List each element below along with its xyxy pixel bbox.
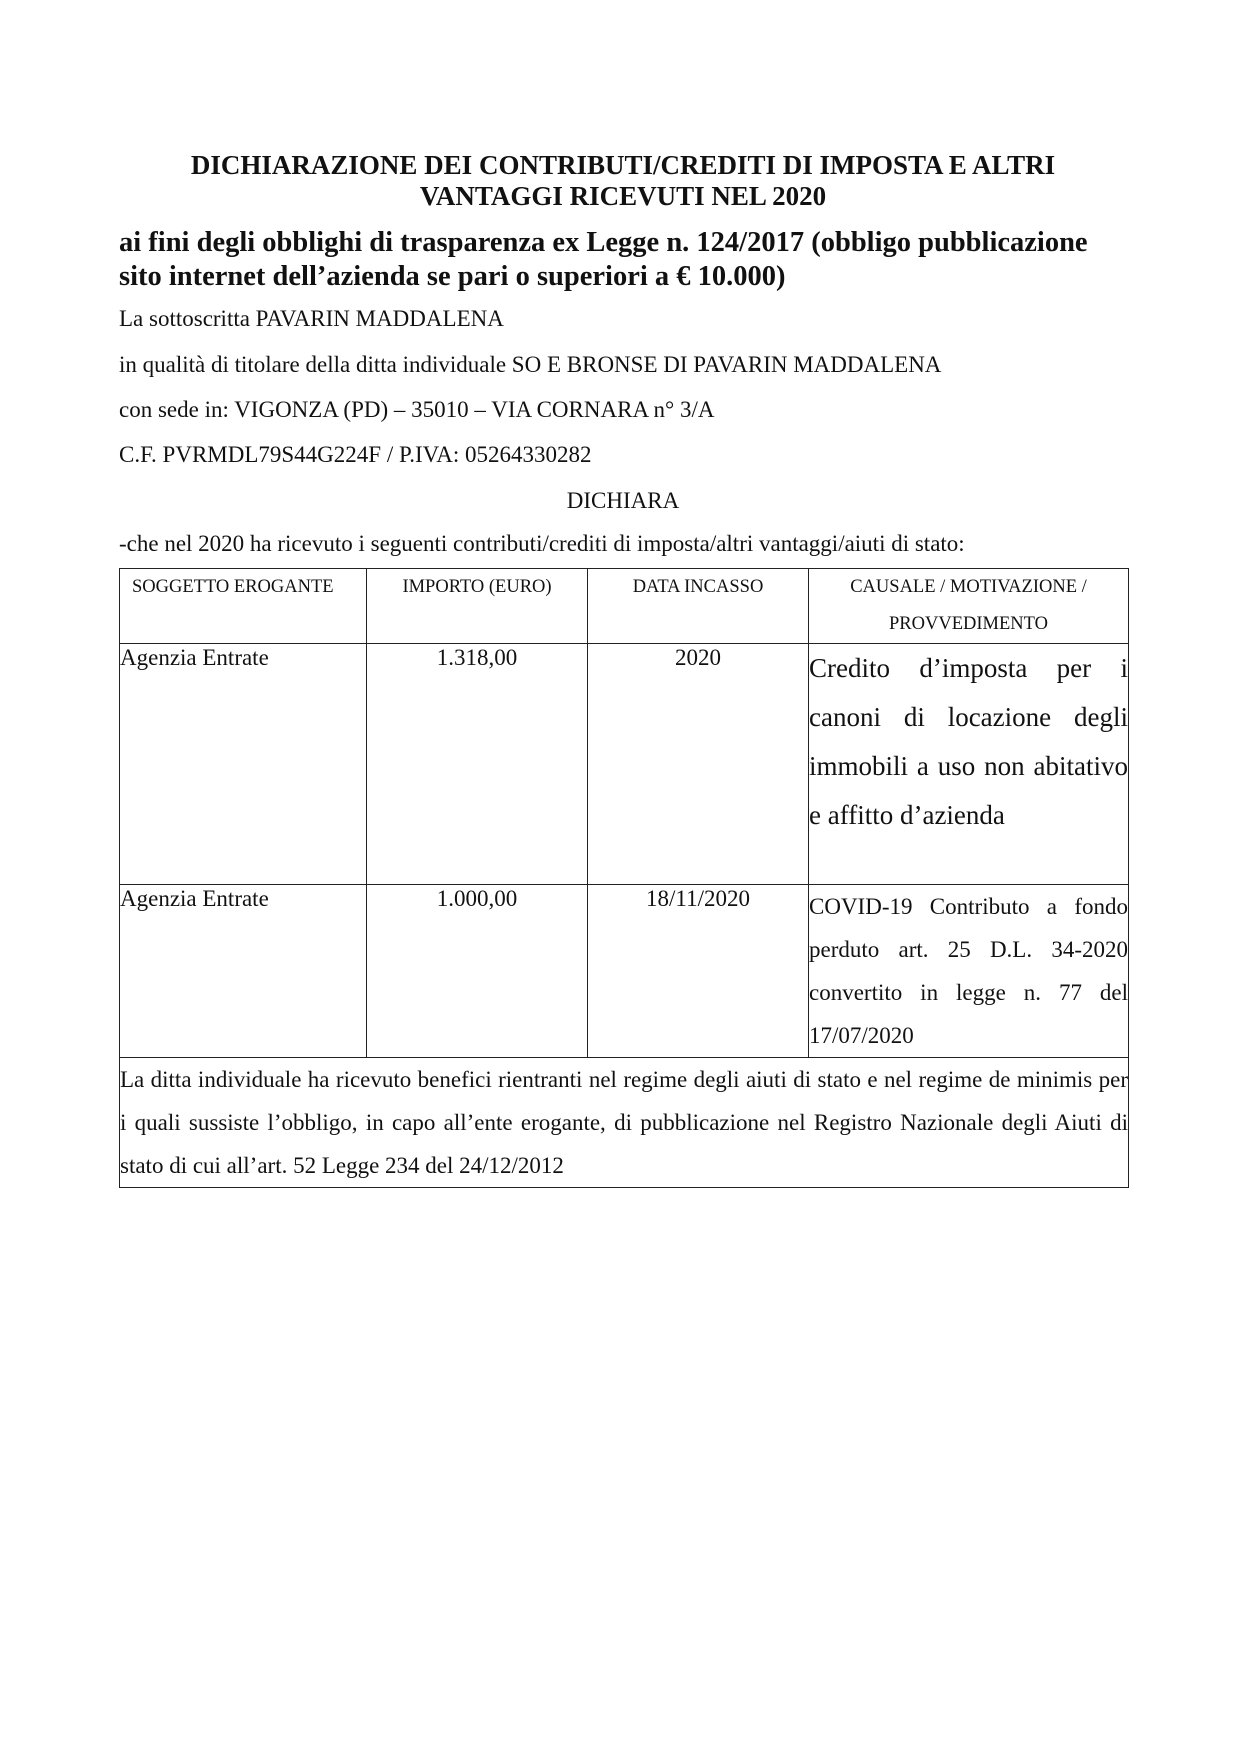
table-row	[120, 885, 1129, 1058]
row-2-reason: COVID-19 Contributo a fondo perduto art. 25 D.L. 34-2020 convertito in legge n. 77 del 17/07/2020	[809, 885, 1129, 1058]
row-1-grantor: Agenzia Entrate	[120, 644, 367, 885]
table-row	[120, 644, 1129, 885]
header-amount: IMPORTO (EURO)	[367, 569, 588, 644]
table-footer-row	[120, 1058, 1129, 1188]
header-reason-line-2: PROVVEDIMENTO	[889, 614, 1048, 634]
row-1-reason: Credito d’imposta per i canoni di locazione degli immobili a uso non abitativo e affitto d’azienda	[809, 644, 1129, 885]
document-page	[119, 150, 1127, 1188]
title-line-2: VANTAGGI RICEVUTI NEL 2020	[419, 181, 827, 211]
row-1-date: 2020	[588, 644, 809, 885]
table-header-row	[120, 569, 1129, 644]
row-2-amount: 1.000,00	[367, 885, 588, 1058]
title-line-1: DICHIARAZIONE DEI CONTRIBUTI/CREDITI DI IMPOSTA E ALTRI	[190, 150, 1056, 180]
row-2-grantor: Agenzia Entrate	[120, 885, 367, 1058]
header-date: DATA INCASSO	[588, 569, 809, 644]
header-reason	[809, 569, 1129, 644]
intro-line: -che nel 2020 ha ricevuto i seguenti contributi/crediti di imposta/altri vantaggi/aiuti di stato:	[119, 531, 965, 556]
header-grantor: SOGGETTO EROGANTE	[120, 569, 367, 644]
declares-heading: DICHIARA	[566, 488, 680, 513]
benefits-table	[119, 568, 1129, 1188]
role-line: in qualità di titolare della ditta individuale SO E BRONSE DI PAVARIN MADDALENA	[119, 352, 942, 377]
table-footer-note: La ditta individuale ha ricevuto benefici rientranti nel regime degli aiuti di stato e nel regime de minimis per i quali sussiste l’obbligo, in capo all’ente erogante, di pubblicazione nel Registro Nazionale degli Aiuti di stato di cui all’art. 52 Legge 234 del 24/12/2012	[120, 1058, 1129, 1188]
declarant-line: La sottoscritta PAVARIN MADDALENA	[119, 306, 504, 331]
tax-id-line: C.F. PVRMDL79S44G224F / P.IVA: 05264330282	[119, 442, 592, 467]
document-title	[119, 150, 1127, 212]
row-2-date: 18/11/2020	[588, 885, 809, 1058]
header-reason-line-1: CAUSALE / MOTIVAZIONE /	[850, 577, 1087, 597]
subtitle-line-1: ai fini degli obblighi di trasparenza ex Legge n. 124/2017 (obbligo pubblicazione	[119, 227, 1088, 258]
row-1-amount: 1.318,00	[367, 644, 588, 885]
document-subtitle	[119, 226, 1127, 294]
subtitle-line-2: sito internet dell’azienda se pari o superiori a € 10.000)	[119, 261, 786, 292]
address-line: con sede in: VIGONZA (PD) – 35010 – VIA CORNARA n° 3/A	[119, 397, 715, 422]
